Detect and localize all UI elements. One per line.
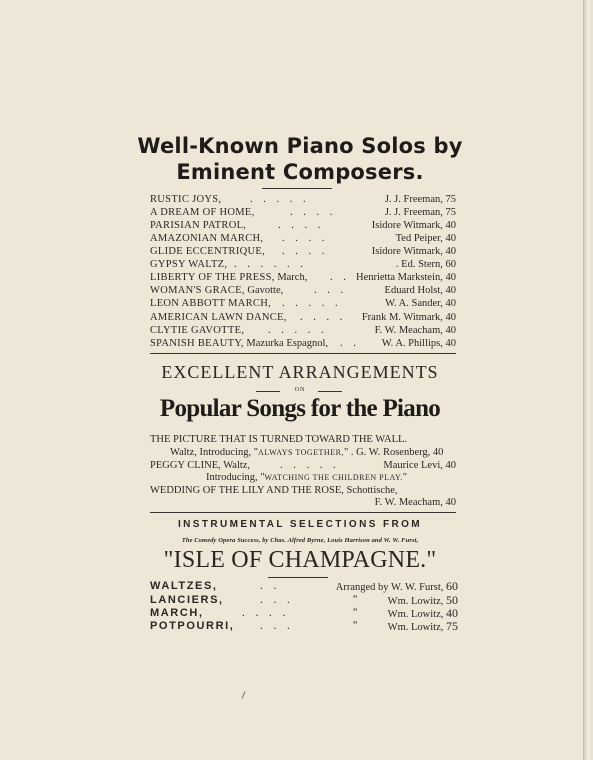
selection-credit: Wm. Lowitz,	[387, 622, 444, 633]
leader-dots: . .	[260, 580, 281, 592]
solo-subtitle: March,	[277, 272, 308, 283]
popular-songs-heading: Popular Songs for the Piano	[159, 395, 441, 422]
leader-dots: . . . . .	[268, 325, 328, 336]
song-detail: Waltz, Introducing, "ALWAYS TOGETHER," . G. W. Rosenberg, 40	[170, 447, 444, 458]
selection-title: LANCIERS,	[150, 594, 224, 606]
list-item	[150, 206, 456, 219]
arrangements-on: ON	[294, 387, 306, 393]
selection-price: 40	[446, 606, 458, 620]
leader-dots: . . . . .	[280, 460, 340, 471]
list-item	[150, 232, 456, 245]
leader-dots: . . . .	[282, 233, 329, 244]
list-item	[150, 606, 458, 620]
leader-dots: . .	[340, 338, 360, 349]
list-item	[150, 593, 458, 607]
section-divider	[150, 512, 456, 513]
list-item	[150, 258, 456, 271]
leader-dots: . . . . .	[282, 298, 342, 309]
leader-dots: . . . .	[300, 312, 347, 323]
list-item	[150, 284, 456, 297]
song-title: THE PICTURE THAT IS TURNED TOWARD THE WALL.	[150, 434, 408, 445]
list-item	[150, 337, 456, 350]
list-item	[150, 311, 456, 324]
ditto-mark: “	[353, 607, 358, 618]
selection-price: 60	[446, 579, 458, 593]
show-title: "ISLE OF CHAMPAGNE."	[163, 547, 437, 573]
leader-dots: . . . .	[278, 220, 325, 231]
song-detail: Introducing, "WATCHING THE CHILDREN PLAY."	[206, 472, 408, 483]
ditto-mark: “	[353, 594, 358, 605]
instrumental-heading: INSTRUMENTAL SELECTIONS FROM	[177, 519, 423, 530]
comedy-opera-credit: The Comedy Opera Success, by Chas. Alfred Byrne, Louis Harrison and W. W. Furst,	[181, 537, 419, 544]
leader-dots: . . .	[260, 594, 294, 606]
list-item	[150, 579, 458, 593]
solo-credit: Ted Peiper, 40	[395, 233, 456, 244]
solo-title: SPANISH BEAUTY,	[150, 338, 244, 349]
leader-dots: . . . . . .	[234, 259, 307, 270]
solo-title: PARISIAN PATROL,	[150, 220, 247, 231]
solo-credit: Frank M. Witmark, 40	[361, 312, 456, 323]
list-item	[150, 271, 456, 284]
solo-title: RUSTIC JOYS,	[150, 194, 222, 205]
song-title: WEDDING OF THE LILY AND THE ROSE, Schottische,	[150, 485, 398, 496]
list-item	[150, 245, 456, 258]
leader-dots: . . .	[314, 285, 348, 296]
solo-credit: Isidore Witmark, 40	[371, 246, 456, 257]
solo-credit: . Ed. Stern, 60	[395, 259, 456, 270]
selection-credit: Wm. Lowitz,	[387, 609, 444, 620]
ditto-mark: “	[353, 620, 358, 631]
list-item	[150, 219, 456, 232]
leader-dots: . .	[330, 272, 350, 283]
selection-title: POTPOURRI,	[150, 620, 235, 632]
solo-credit: J. J. Freeman, 75	[384, 194, 456, 205]
leader-dots: . . . .	[242, 607, 290, 619]
solos-title-line1: Well-Known Piano Solos by	[137, 134, 463, 158]
solo-title: GLIDE ECCENTRIQUE,	[150, 246, 266, 257]
selection-title: WALTZES,	[150, 580, 218, 592]
solo-title: LEON ABBOTT MARCH,	[150, 298, 272, 309]
section-divider	[150, 353, 456, 354]
song-title: PEGGY CLINE, Waltz,	[150, 460, 251, 471]
song-credit: F. W. Meacham, 40	[374, 497, 456, 508]
solos-title-line2: Eminent Composers.	[176, 160, 424, 184]
selection-title: MARCH,	[150, 607, 204, 619]
list-item	[150, 297, 456, 310]
solo-credit: Isidore Witmark, 40	[371, 220, 456, 231]
solo-title: AMERICAN LAWN DANCE,	[150, 312, 287, 323]
solo-credit: J. J. Freeman, 75	[384, 207, 456, 218]
solo-credit: W. A. Phillips, 40	[381, 338, 456, 349]
solo-title: AMAZONIAN MARCH,	[150, 233, 264, 244]
solo-title: CLYTIE GAVOTTE,	[150, 325, 245, 336]
title-underline	[262, 188, 332, 189]
song-credit: Maurice Levi, 40	[383, 460, 456, 471]
selection-credit: Wm. Lowitz,	[387, 596, 444, 607]
show-title-underline	[268, 577, 328, 578]
on-rule-right	[318, 391, 342, 392]
selection-price: 75	[446, 619, 458, 633]
list-item	[150, 324, 456, 337]
leader-dots: . . .	[260, 620, 294, 632]
solo-subtitle: Gavotte,	[247, 285, 284, 296]
list-item	[150, 619, 458, 633]
solo-title: LIBERTY OF THE PRESS,	[150, 272, 275, 283]
list-item	[150, 193, 456, 206]
leader-dots: . . . .	[290, 207, 337, 218]
solo-credit: F. W. Meacham, 40	[374, 325, 456, 336]
leader-dots: . . . .	[282, 246, 329, 257]
selection-credit: Arranged by W. W. Furst,	[335, 582, 444, 593]
selection-price: 50	[446, 593, 458, 607]
solo-credit: Henrietta Markstein, 40	[355, 272, 456, 283]
solo-title: GYPSY WALTZ,	[150, 259, 228, 270]
arrangements-heading: EXCELLENT ARRANGEMENTS	[161, 362, 439, 382]
solo-subtitle: Mazurka Espagnol,	[246, 338, 329, 349]
solo-title: A DREAM OF HOME,	[150, 207, 255, 218]
solo-credit: W. A. Sander, 40	[385, 298, 456, 309]
solo-title: WOMAN'S GRACE,	[150, 285, 245, 296]
leader-dots: . . . . .	[250, 194, 310, 205]
solo-credit: Eduard Holst, 40	[384, 285, 456, 296]
